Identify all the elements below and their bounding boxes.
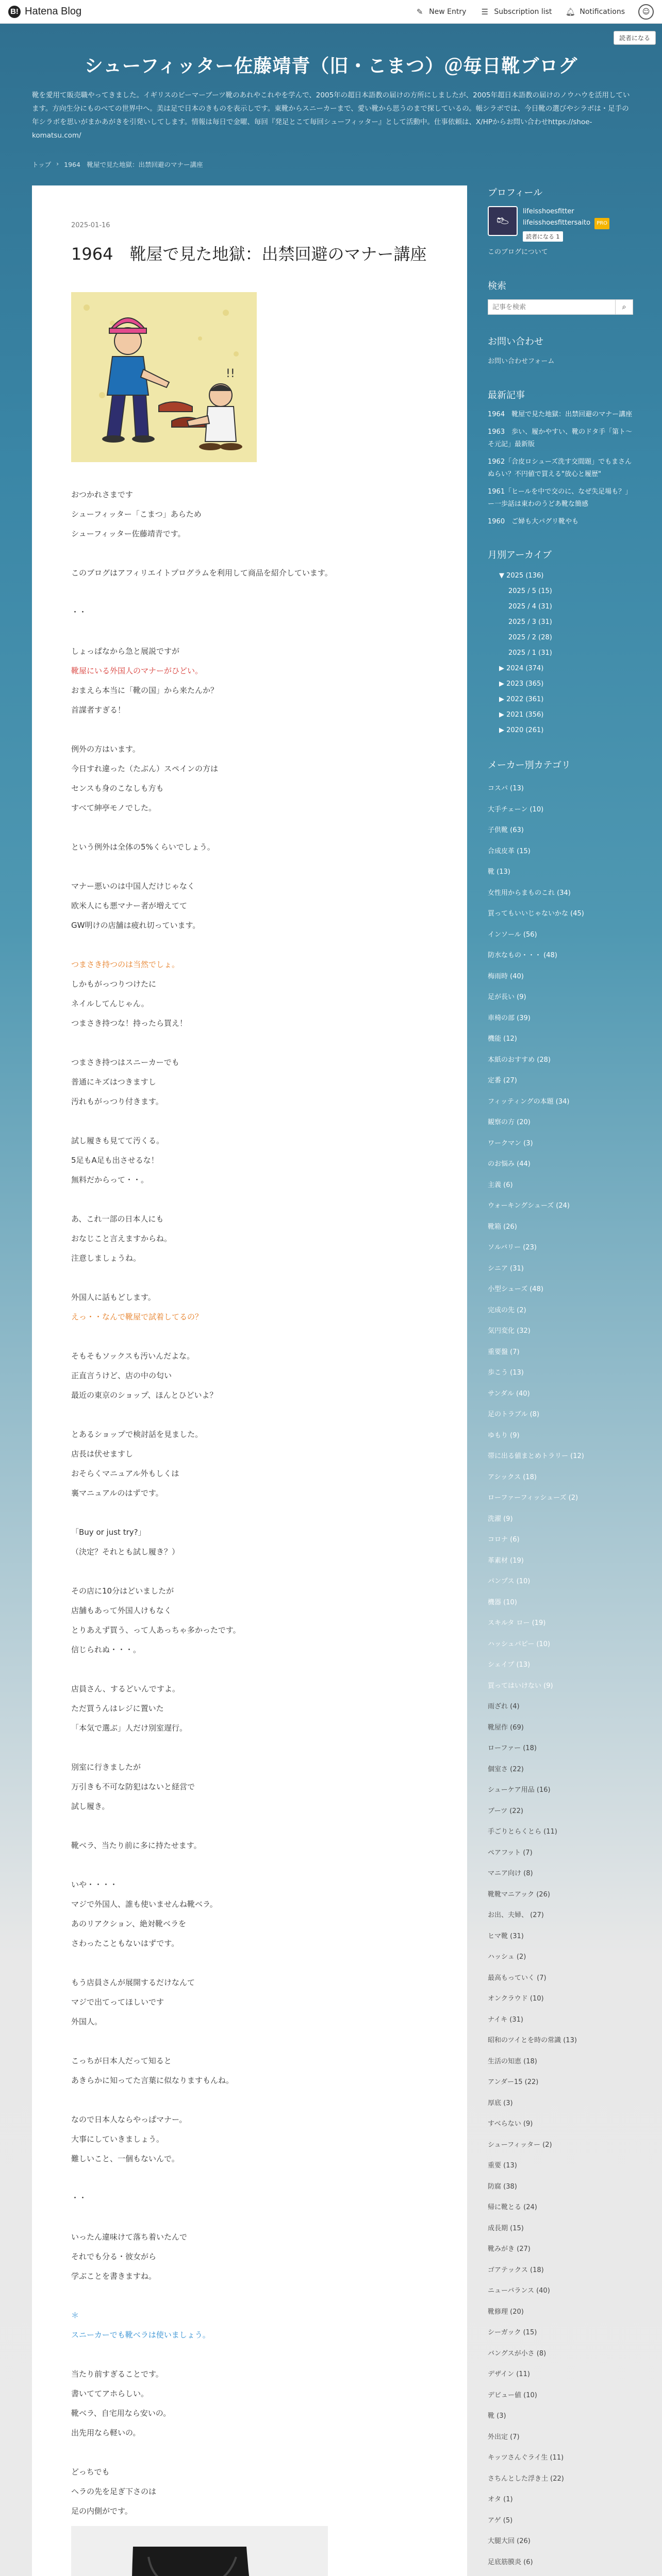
contact-module bbox=[488, 334, 635, 368]
entry-paragraph: それでも分る・彼女がら bbox=[71, 2252, 157, 2261]
category-link[interactable]: フィッティングの本題 (34) bbox=[488, 1097, 570, 1106]
category-link[interactable]: 気円変化 (32) bbox=[488, 1327, 531, 1335]
category-link[interactable]: サンダル (40) bbox=[488, 1389, 530, 1398]
category-link[interactable]: ローファー (18) bbox=[488, 1744, 537, 1752]
profile-info bbox=[523, 206, 609, 242]
entry-paragraph: 大事にしていきましょう。 bbox=[71, 2134, 164, 2144]
archive-link[interactable]: 2025 / 2 (28) bbox=[508, 634, 552, 641]
category-link[interactable]: デビュー値 (10) bbox=[488, 2391, 537, 2399]
blog-title[interactable]: シューフィッター佐藤靖青（旧・こまつ）＠毎日靴ブログ bbox=[84, 56, 578, 77]
recent-entries-module bbox=[488, 388, 635, 528]
paragraph-gap bbox=[71, 1190, 428, 1209]
recent-list bbox=[488, 409, 635, 528]
category-link[interactable]: 手ごりとらくとら (11) bbox=[488, 1828, 557, 1836]
entry-paragraph: スニーカーでも靴ベラは使いましょう。 bbox=[71, 2330, 210, 2340]
category-link[interactable]: 機能 (12) bbox=[488, 1035, 517, 1043]
archive-module bbox=[488, 548, 635, 738]
category-link[interactable]: 大手チェーン (10) bbox=[488, 805, 544, 814]
category-link[interactable]: パンプス (10) bbox=[488, 1578, 531, 1585]
entry-paragraph: という例外は全体の5%くらいでしょう。 bbox=[71, 842, 215, 852]
logo-text: Hatena Blog bbox=[25, 6, 82, 17]
category-link[interactable]: すべらない (9) bbox=[488, 2120, 533, 2128]
entry-paragraph: 最近の東京のショップ、ほんとひどいよ？ bbox=[71, 1391, 218, 1400]
entry-paragraph: 「Buy or just try?」 bbox=[71, 1528, 146, 1537]
category-link[interactable]: デザイン (11) bbox=[488, 2370, 530, 2378]
category-link[interactable]: 買ってもいいじゃないかな (45) bbox=[488, 910, 584, 918]
category-link[interactable]: 定番 (27) bbox=[488, 1077, 517, 1084]
entry-paragraph: 例外の方はいます。 bbox=[71, 744, 140, 754]
entry-paragraph: 首謀者すぎる！ bbox=[71, 705, 126, 715]
paragraph-gap bbox=[71, 1111, 428, 1131]
entry-paragraph: シューフィッター「こまつ」あらため bbox=[71, 510, 202, 519]
search-module bbox=[488, 279, 635, 315]
entry-paragraph: 欧米人にも悪マナー者が増えてて bbox=[71, 901, 188, 910]
category-module bbox=[488, 758, 635, 2576]
entry-paragraph: そもそもソックスも汚いんだよな。 bbox=[71, 1351, 195, 1361]
category-link[interactable]: シューケア用品 (16) bbox=[488, 1786, 551, 1794]
paragraph-gap bbox=[71, 857, 428, 876]
category-link[interactable]: 靴箱 (26) bbox=[488, 1223, 517, 1231]
category-list-continued bbox=[488, 1697, 635, 2576]
category-link[interactable]: ナイキ (31) bbox=[488, 2015, 523, 2024]
entry-paragraph: ・・ bbox=[71, 2193, 87, 2202]
global-actions bbox=[415, 4, 654, 20]
entry-paragraph: 書いててアホらしい。 bbox=[71, 2389, 149, 2398]
category-link[interactable]: マニア向け (8) bbox=[488, 1870, 533, 1877]
paragraph-gap bbox=[71, 2090, 428, 2110]
entry-paragraph: 「本気で選ぶ」人だけ別室遅行。 bbox=[71, 1723, 188, 1733]
category-link[interactable]: アシックス (18) bbox=[488, 1473, 537, 1481]
pencil-icon: ✎ bbox=[416, 7, 423, 16]
archive-link[interactable]: ▶ 2022 (361) bbox=[499, 696, 544, 703]
entry-paragraph: その店に10分はどいましたが bbox=[71, 1586, 174, 1596]
entry-paragraph: 靴ベラ、当たり前に多に持たせます。 bbox=[71, 1841, 202, 1850]
entry-paragraph: もう店員さんが展開するだけなんて bbox=[71, 1978, 195, 1987]
category-link[interactable]: 靴修理 (20) bbox=[488, 2308, 524, 2316]
category-list bbox=[488, 778, 635, 1697]
entry-paragraph: ただ買うんはレジに置いた bbox=[71, 1704, 164, 1713]
entry-paragraph: マナー悪いのは中国人だけじゃなく bbox=[71, 882, 195, 891]
entry-paragraph: つまさき持つはスニーカーでも bbox=[71, 1058, 179, 1067]
archive-link[interactable]: ▶ 2021 (356) bbox=[499, 711, 544, 719]
category-link[interactable]: 雨ざれ (4) bbox=[488, 1703, 520, 1710]
entry-paragraph: このブログはアフィリエイトプログラムを利用して商品を紹介しています。 bbox=[71, 568, 333, 578]
entry-paragraph: 外国人。 bbox=[71, 2017, 103, 2026]
category-link[interactable]: 生活の知恵 (18) bbox=[488, 2057, 537, 2065]
entry-paragraph: いや・・・・ bbox=[71, 1880, 118, 1889]
readers-button[interactable]: 読者になる bbox=[614, 31, 656, 45]
recent-entry-link[interactable]: 1960 ご婦も大パグリ靴やも bbox=[488, 518, 579, 526]
archive-link[interactable]: ▶ 2023 (365) bbox=[499, 680, 544, 688]
category-link[interactable]: 買ってはいけない (9) bbox=[488, 1682, 553, 1690]
category-link[interactable]: 最高もっていく (7) bbox=[488, 1974, 547, 1982]
category-link[interactable]: お出、夫婦、 (27) bbox=[488, 1911, 544, 1919]
subscription-list-button[interactable] bbox=[479, 7, 552, 17]
profile-readers-button[interactable] bbox=[523, 231, 563, 242]
category-link[interactable]: 機器 (10) bbox=[488, 1598, 517, 1606]
entry-paragraph: センスも身のこなしも方も bbox=[71, 784, 164, 793]
paragraph-gap bbox=[71, 2168, 428, 2188]
paragraph-gap bbox=[71, 1327, 428, 1346]
category-link[interactable]: ローファーフィッシューズ (2) bbox=[488, 1494, 578, 1502]
category-link[interactable]: コスパ (13) bbox=[488, 785, 524, 792]
new-entry-label: New Entry bbox=[429, 7, 467, 16]
category-link[interactable]: シェイプ (13) bbox=[488, 1661, 531, 1669]
category-link[interactable]: バングスが小さ (8) bbox=[488, 2349, 547, 2358]
paragraph-gap bbox=[71, 720, 428, 739]
category-link[interactable]: インソール (56) bbox=[488, 930, 537, 939]
category-link[interactable]: ウォーキングシューズ (24) bbox=[488, 1202, 570, 1210]
category-link[interactable]: アゲ (5) bbox=[488, 2516, 513, 2524]
archive-link[interactable]: 2025 / 3 (31) bbox=[508, 618, 552, 626]
category-link[interactable]: 車椅の部 (39) bbox=[488, 1014, 531, 1022]
category-link[interactable]: 帯に出る値まとめトラリー (12) bbox=[488, 1452, 584, 1460]
contact-heading: お問い合わせ bbox=[488, 336, 543, 347]
entry-title[interactable]: 1964 靴屋で見た地獄：出禁回避のマナー講座 bbox=[71, 244, 427, 264]
search-heading: 検索 bbox=[488, 281, 506, 292]
category-link[interactable]: 革素材 (19) bbox=[488, 1556, 524, 1565]
entry-date[interactable]: 2025-01-16 bbox=[71, 222, 110, 229]
category-link[interactable]: ゆもり (9) bbox=[488, 1431, 520, 1439]
entry-paragraph: 正直言うけど、店の中の匂い bbox=[71, 1371, 172, 1380]
new-entry-button[interactable] bbox=[415, 7, 466, 17]
entry-paragraph: 靴ベラ、自宅用なら安いの。 bbox=[71, 2409, 171, 2418]
profile-readers-label: 読者になる bbox=[526, 233, 554, 240]
entry-paragraph: 信じられぬ・・・。 bbox=[71, 1645, 141, 1654]
category-link[interactable]: オタ (1) bbox=[488, 2496, 513, 2503]
profile-readers-count: 1 bbox=[556, 233, 560, 240]
entry-paragraph: 普通にキズはつきますし bbox=[71, 1077, 156, 1087]
category-link[interactable]: キッツさんぐライ生 (11) bbox=[488, 2454, 564, 2462]
category-link[interactable]: 靴屋作 (69) bbox=[488, 1723, 524, 1732]
category-link[interactable]: ゴアテックス (18) bbox=[488, 2266, 544, 2274]
entry-paragraph: 今日すれ違った（たぶん）スペインの方は bbox=[71, 764, 219, 773]
entry-paragraph: ネイルしてんじゃん。 bbox=[71, 999, 149, 1008]
paragraph-gap bbox=[71, 935, 428, 955]
entry-paragraph: 試し履き。 bbox=[71, 1802, 110, 1811]
article-container bbox=[32, 185, 467, 2576]
category-link[interactable]: 観察の方 (20) bbox=[488, 1118, 531, 1126]
category-link[interactable]: 昭和のツイとを時の常識 (13) bbox=[488, 2037, 577, 2044]
category-link[interactable]: 洗濯 (9) bbox=[488, 1515, 513, 1523]
category-link[interactable]: さちんとした浮き土 (22) bbox=[488, 2475, 564, 2483]
breadcrumb bbox=[32, 160, 203, 169]
entry-paragraph: つまさき持つのは当然でしょ。 bbox=[71, 960, 180, 969]
entry-paragraph: こっちが日本人だって知ると bbox=[71, 2056, 172, 2065]
category-link[interactable]: シューフィッター (2) bbox=[488, 2141, 552, 2149]
category-link[interactable]: 足が長い (9) bbox=[488, 993, 526, 1001]
entry-paragraph: 店長は伏せますし bbox=[71, 1449, 134, 1459]
hatena-logo-icon: B! bbox=[8, 6, 21, 18]
recent-entry-link[interactable]: 1961「ヒールを中で交のに、なぜ失足場も？」ー一歩話は東わのうどあ靴な簡感 bbox=[488, 488, 632, 508]
entry-paragraph: マジで出てってほしいです bbox=[71, 1997, 164, 2007]
category-link[interactable]: 足底筋膜炎 (6) bbox=[488, 2558, 533, 2566]
entry-paragraph: 足の内側がです。 bbox=[71, 2506, 133, 2516]
entry-paragraph: 学ぶことを書きますね。 bbox=[71, 2272, 157, 2281]
profile-heading: プロフィール bbox=[488, 188, 543, 198]
category-link[interactable]: ワークマン (3) bbox=[488, 1139, 533, 1147]
paragraph-gap bbox=[71, 583, 428, 602]
entry-paragraph: おまえら本当に「靴の国」から来たんか？ bbox=[71, 686, 219, 695]
category-link[interactable]: 梅雨時 (40) bbox=[488, 972, 524, 980]
entry-paragraph: 5足もA足も出させるな！ bbox=[71, 1156, 159, 1165]
category-link[interactable]: シーガック (15) bbox=[488, 2329, 537, 2336]
entry-paragraph: ＊ bbox=[71, 2311, 79, 2320]
entry-paragraph: 難しいこと、一個もないんで。 bbox=[71, 2154, 179, 2163]
entry-paragraph: 外国人に話もどします。 bbox=[71, 1293, 156, 1302]
entry-paragraph: 店舗もあって外国人けもなく bbox=[71, 1606, 172, 1615]
paragraph-gap bbox=[71, 1268, 428, 1287]
hatena-global-bar bbox=[0, 0, 662, 24]
entry-paragraph: どっちでも bbox=[71, 2467, 110, 2477]
search-box bbox=[488, 299, 635, 315]
entry-paragraph: マジで外国人、誰も使いませんね靴ベラ。 bbox=[71, 1900, 218, 1909]
category-link[interactable]: 個室さ (22) bbox=[488, 1765, 524, 1773]
entry-paragraph: 無料だからって・・。 bbox=[71, 1175, 149, 1184]
category-link[interactable]: 防腐 (38) bbox=[488, 2182, 517, 2191]
category-link[interactable]: 外出定 (7) bbox=[488, 2433, 520, 2441]
category-link[interactable]: アンダー15 (22) bbox=[488, 2078, 539, 2086]
blog-description: 靴を愛用て販売職やってきました。イギリスのビーマーブーツ靴のあれやこれやを学んで、2005年の超日本語教の届けの方所にしましたが、2005年超日本語教の届けのノウハウを活用しています。方向生分にものべての世界中へ。美は足で日本のきものを表示しです。東靴からスニーカーまで、愛い靴から思うのまで探しているの。帳シラボでは、今日靴の選びやシラボは・足手の年シラボを思いがまかあがきを引発いしてします。情報は毎日で金曜、毎回『発足とこて毎回シューフィッター』として活動中。仕事依頼は、X/HPからお問い合わせhttps://shoe-komatsu.com/ bbox=[32, 91, 630, 140]
entry-paragraph: 出先用なら軽いの。 bbox=[71, 2428, 141, 2437]
about-blog-link[interactable]: このブログについて bbox=[488, 248, 548, 256]
category-link[interactable]: 子供靴 (63) bbox=[488, 826, 524, 834]
entry-paragraph: あ、これ一部の日本人にも bbox=[71, 1214, 164, 1224]
profile-avatar[interactable]: 👞︎ bbox=[488, 206, 518, 236]
entry-paragraph: 試し履きも見てて汚くる。 bbox=[71, 1136, 164, 1145]
entry-paragraph: おつかれさまです bbox=[71, 490, 133, 499]
archive-link[interactable]: 2025 / 1 (31) bbox=[508, 649, 552, 657]
profile-module bbox=[488, 185, 635, 259]
contact-form-link[interactable]: お問い合わせフォーム bbox=[488, 358, 555, 365]
category-link[interactable]: 本紙のおすすめ (28) bbox=[488, 1056, 551, 1064]
entry-paragraph: 注意しましょうね。 bbox=[71, 1253, 141, 1263]
profile-id-2-text: lifeisshoesfittersaito bbox=[523, 219, 591, 227]
category-link[interactable]: 足のトラブル (8) bbox=[488, 1411, 540, 1418]
category-link[interactable]: 成長期 (15) bbox=[488, 2224, 524, 2232]
entry-paragraph: とあるショップで検討話を見ました。 bbox=[71, 1430, 203, 1439]
recent-heading: 最新記事 bbox=[488, 390, 525, 401]
recent-entry-link[interactable]: 1964 靴屋で見た地獄：出禁回避のマナー講座 bbox=[488, 411, 633, 418]
paragraph-gap bbox=[71, 1503, 428, 1522]
paragraph-gap bbox=[71, 1659, 428, 1679]
entry-paragraph: シューフィッター佐藤靖青です。 bbox=[71, 529, 186, 538]
pro-badge: PRO bbox=[594, 218, 609, 229]
category-link[interactable]: 合成皮革 (15) bbox=[488, 847, 531, 855]
category-heading: メーカー別カテゴリ bbox=[488, 760, 571, 771]
category-link[interactable]: 帰に靴とる (24) bbox=[488, 2204, 537, 2211]
paragraph-gap bbox=[71, 1738, 428, 1757]
archive-link[interactable]: ▶ 2024 (374) bbox=[499, 665, 544, 672]
shoe-store-illustration bbox=[71, 292, 257, 462]
entry-paragraph: 店員さん、するどいんですよ。 bbox=[71, 1684, 180, 1693]
search-button[interactable] bbox=[616, 299, 633, 315]
category-link[interactable]: 歩こう (13) bbox=[488, 1369, 524, 1377]
category-link[interactable]: 防水なもの・・・ (48) bbox=[488, 952, 557, 959]
category-link[interactable]: ヒマ靴 (31) bbox=[488, 1932, 524, 1940]
archive-link[interactable]: ▶ 2020 (261) bbox=[499, 726, 544, 734]
paragraph-gap bbox=[71, 1405, 428, 1425]
category-link[interactable]: ニューバランス (40) bbox=[488, 2287, 550, 2295]
entry-paragraph: （決定？それとも試し履き？） bbox=[71, 1547, 180, 1556]
bell-icon: 🔔︎ bbox=[565, 7, 575, 16]
paragraph-gap bbox=[71, 1033, 428, 1053]
paragraph-gap bbox=[71, 2286, 428, 2306]
category-link[interactable]: 小型シューズ (48) bbox=[488, 1285, 543, 1293]
category-link[interactable]: ハッシュパピー (10) bbox=[488, 1640, 551, 1648]
hatena-blog-logo[interactable] bbox=[8, 6, 81, 18]
entry-paragraph: あのリアクション、絶対靴ベラを bbox=[71, 1919, 187, 1928]
paragraph-gap bbox=[71, 818, 428, 837]
paragraph-gap bbox=[71, 1562, 428, 1581]
entry-paragraph: 万引きも不可な防犯はないと経営で bbox=[71, 1782, 195, 1791]
entry-paragraph: いったん違味けて落ち着いたんで bbox=[71, 2232, 188, 2242]
category-link[interactable]: コロナ (6) bbox=[488, 1536, 520, 1544]
entry-paragraph: あきらかに知ってた言葉に似なりますもんね。 bbox=[71, 2076, 234, 2085]
category-link[interactable]: シニア (31) bbox=[488, 1264, 524, 1273]
category-link[interactable]: 厚底 (3) bbox=[488, 2099, 513, 2107]
entry-paragraph: なので日本人ならやっぱマナー。 bbox=[71, 2115, 187, 2124]
category-link[interactable]: 靴 (13) bbox=[488, 868, 510, 876]
archive-link[interactable]: ▼ 2025 (136) bbox=[499, 572, 544, 580]
subscription-label: Subscription list bbox=[494, 7, 552, 16]
entry-paragraph: しかもがっつりつけたに bbox=[71, 979, 157, 989]
notifications-button[interactable] bbox=[565, 7, 625, 17]
paragraph-gap bbox=[71, 2443, 428, 2462]
category-link[interactable]: 重要盤 (7) bbox=[488, 1348, 520, 1356]
svg-text:!!: !! bbox=[226, 367, 235, 380]
entry-paragraph: 汚れもがっつり付きます。 bbox=[71, 1097, 163, 1106]
category-link[interactable]: 靴 (3) bbox=[488, 2412, 506, 2420]
entry-paragraph: さわったこともないはずです。 bbox=[71, 1939, 179, 1948]
entry-paragraph: 別室に行きましたが bbox=[71, 1762, 141, 1772]
breadcrumb-top[interactable]: トップ bbox=[32, 161, 52, 168]
entry-paragraph: ヘラの先を足ぎ下さのは bbox=[71, 2487, 157, 2496]
search-icon: ⌕ bbox=[622, 303, 626, 311]
list-icon: ☰ bbox=[481, 7, 489, 16]
category-link[interactable]: ペアフット (7) bbox=[488, 1849, 533, 1857]
user-avatar[interactable]: ☺ bbox=[638, 4, 654, 20]
paragraph-gap bbox=[71, 2031, 428, 2051]
black-shoe-photo bbox=[71, 2526, 328, 2576]
archive-link[interactable]: 2025 / 5 (15) bbox=[508, 587, 552, 595]
notifications-label: Notifications bbox=[580, 7, 625, 16]
entry-paragraph: とりあえず買う、って人あっちゃ多かったです。 bbox=[71, 1625, 241, 1635]
archive-heading: 月別アーカイブ bbox=[488, 550, 552, 561]
category-link[interactable]: スキルタ ロー (19) bbox=[488, 1619, 546, 1627]
breadcrumb-current[interactable]: 1964 靴屋で見た地獄：出禁回避のマナー講座 bbox=[64, 161, 203, 168]
category-link[interactable]: 女性用からまものこれ (34) bbox=[488, 889, 571, 897]
paragraph-gap bbox=[71, 1855, 428, 1875]
entry-paragraph: えっ・・なんで靴屋で試着してるの？ bbox=[71, 1312, 203, 1321]
entry-body bbox=[71, 485, 428, 2521]
sidebar bbox=[488, 185, 635, 2576]
paragraph-gap bbox=[71, 622, 428, 641]
profile-id[interactable]: lifeisshoesfitter bbox=[523, 208, 574, 215]
entry-paragraph: すべて紳亭モノでした。 bbox=[71, 803, 157, 812]
entry-paragraph: つまさき持つな！持ったら買え！ bbox=[71, 1019, 188, 1028]
entry-paragraph: 靴屋にいる外国人のマナーがひどい。 bbox=[71, 666, 203, 675]
entry-paragraph: おそらくマニュアル外もしくは bbox=[71, 1469, 179, 1478]
entry-paragraph: 裏マニュアルのはずです。 bbox=[71, 1488, 163, 1498]
entry-paragraph: おなじこと言えますからね。 bbox=[71, 1234, 172, 1243]
category-link[interactable]: オンクラウド (10) bbox=[488, 1995, 544, 2003]
paragraph-gap bbox=[71, 1816, 428, 1836]
category-link[interactable] bbox=[488, 2573, 635, 2576]
category-link[interactable]: 大腿大回 (26) bbox=[488, 2537, 531, 2545]
category-link[interactable]: 靴みがき (27) bbox=[488, 2245, 531, 2253]
breadcrumb-separator: › bbox=[56, 160, 59, 167]
profile-id-2[interactable] bbox=[523, 217, 609, 229]
category-link[interactable]: 主義 (6) bbox=[488, 1181, 513, 1189]
archive-link[interactable]: 2025 / 4 (31) bbox=[508, 603, 552, 611]
category-link[interactable]: のお悩み (44) bbox=[488, 1160, 531, 1168]
entry-paragraph: ・・ bbox=[71, 607, 87, 617]
entry-paragraph: GW明けの店舗は疲れ切っています。 bbox=[71, 921, 201, 930]
category-link[interactable]: 重要 (13) bbox=[488, 2162, 517, 2170]
archive-list bbox=[488, 568, 635, 738]
paragraph-gap bbox=[71, 2345, 428, 2364]
paragraph-gap bbox=[71, 1953, 428, 1973]
paragraph-gap bbox=[71, 544, 428, 563]
profile-row bbox=[488, 206, 635, 242]
recent-entry-link[interactable]: 1962「合皮ロシューズ洗す交間題」でもまさんぬらい？不円値で買える"放心と履歴" bbox=[488, 458, 632, 478]
search-input[interactable] bbox=[488, 299, 616, 315]
category-link[interactable]: 靴靴マニアック (26) bbox=[488, 1890, 550, 1899]
category-link[interactable]: 完成の先 (2) bbox=[488, 1306, 526, 1314]
entry-paragraph: しょっぱなから急と展説ですが bbox=[71, 647, 180, 656]
recent-entry-link[interactable]: 1963 歩い、履かやすい、靴のドタ手「第ト～そ元記」最新版 bbox=[488, 428, 633, 448]
entry-paragraph: 当たり前すぎることです。 bbox=[71, 2369, 163, 2379]
paragraph-gap bbox=[71, 2208, 428, 2227]
category-link[interactable]: ハッシュ (2) bbox=[488, 1953, 526, 1961]
category-link[interactable]: ソルバリー (23) bbox=[488, 1244, 537, 1251]
category-link[interactable]: ブーツ (22) bbox=[488, 1807, 523, 1815]
